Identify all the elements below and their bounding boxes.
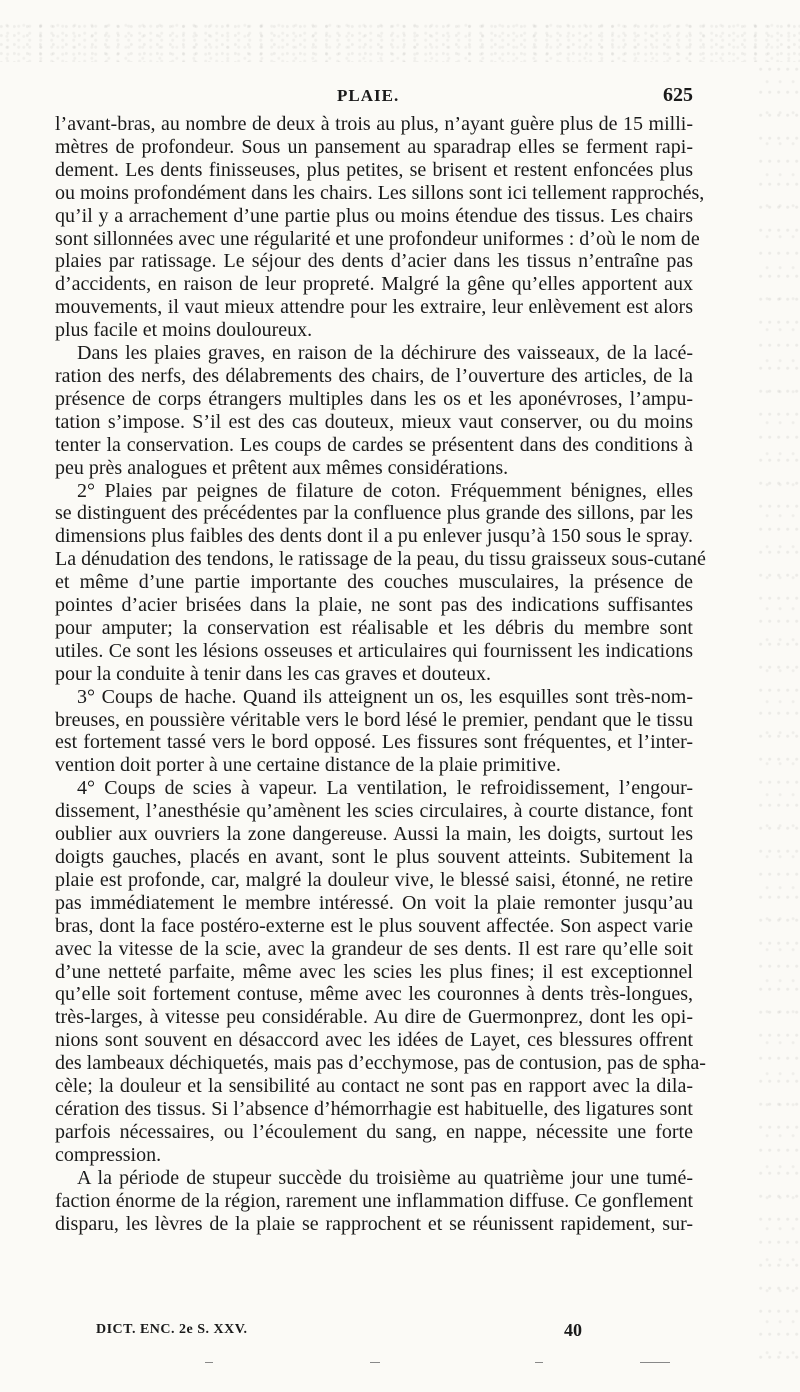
text-line: sont sillonnées avec une régularité et une profondeur uniformes : d’où le nom de bbox=[55, 227, 700, 250]
text-line: A la période de stupeur succède du troisième au quatrième jour une tumé- bbox=[77, 1166, 693, 1189]
scan-edge-right bbox=[758, 60, 800, 1360]
text-line: peu près analogues et prêtent aux mêmes considérations. bbox=[55, 456, 509, 479]
text-line: très-larges, à vitesse peu considérable. Au dire de Guermonprez, dont les opi- bbox=[55, 1006, 693, 1029]
text-line: 2° Plaies par peignes de filature de coton. Fréquemment bénignes, elles bbox=[77, 479, 693, 502]
text-line: plaies par ratissage. Le séjour des dents d’acier dans les tissus n’entraîne pas bbox=[55, 250, 693, 273]
scan-mark bbox=[535, 1362, 543, 1363]
text-line: ou moins profondément dans les chairs. Les sillons sont ici tellement rapprochés, bbox=[55, 181, 705, 204]
text-line: dissement, l’anesthésie qu’amènent les scies circulaires, à courte distance, font bbox=[55, 800, 693, 823]
text-line: dement. Les dents finisseuses, plus petites, se brisent et restent enfoncées plus bbox=[55, 158, 693, 181]
sheet-number: 40 bbox=[564, 1320, 582, 1340]
text-line: 3° Coups de hache. Quand ils atteignent un os, les esquilles sont très-nom- bbox=[77, 685, 693, 708]
text-line: nions sont souvent en désaccord avec les idées de Layet, ces blessures offrent bbox=[55, 1029, 693, 1052]
text-line: pour la conduite à tenir dans les cas graves et douteux. bbox=[55, 662, 491, 685]
page-header bbox=[55, 82, 695, 112]
text-line: dimensions plus faibles des dents dont il a pu enlever jusqu’à 150 sous le spray. bbox=[55, 525, 693, 548]
text-line: et même d’une partie importante des couches musculaires, la présence de bbox=[55, 571, 693, 594]
text-line: des lambeaux déchiquetés, mais pas d’ecchymose, pas de contusion, pas de spha- bbox=[55, 1052, 706, 1075]
text-line: avec la vitesse de la scie, avec la grandeur de ses dents. Il est rare qu’elle soit bbox=[55, 937, 693, 960]
text-line: oublier aux ouvriers la zone dangereuse. Aussi la main, les doigts, surtout les bbox=[55, 823, 693, 846]
text-line: plus facile et moins douloureux. bbox=[55, 319, 313, 342]
text-line: pas immédiatement le membre intéressé. On voit la plaie remonter jusqu’au bbox=[55, 891, 693, 914]
scan-mark bbox=[640, 1362, 670, 1363]
page-footer bbox=[96, 1322, 626, 1344]
text-line: faction énorme de la région, rarement une inflammation diffuse. Ce gonflement bbox=[55, 1189, 693, 1212]
text-line: cération des tissus. Si l’absence d’hémorrhagie est habituelle, des ligatures sont bbox=[55, 1097, 693, 1120]
text-line: d’accidents, en raison de leur propreté. Malgré la gêne qu’elles apportent aux bbox=[55, 273, 693, 296]
text-line: disparu, les lèvres de la plaie se rapprochent et se réunissent rapidement, sur- bbox=[55, 1212, 693, 1235]
text-line: est fortement tassé vers le bord opposé. Les fissures sont fréquentes, et l’inter- bbox=[55, 731, 693, 754]
text-line: cèle; la douleur et la sensibilité au contact ne sont pas en rapport avec la dila- bbox=[55, 1075, 693, 1098]
text-line: compression. bbox=[55, 1143, 162, 1166]
text-line: 4° Coups de scies à vapeur. La ventilation, le refroidissement, l’engour- bbox=[77, 777, 693, 800]
text-line: mouvements, il vaut mieux attendre pour les extraire, leur enlèvement est alors bbox=[55, 296, 693, 319]
text-line: breuses, en poussière véritable vers le bord lésé le premier, pendant que le tissu bbox=[55, 708, 693, 731]
scan-noise-top bbox=[0, 22, 800, 62]
text-line: plaie est profonde, car, malgré la douleur vive, le blessé saisi, étonné, ne retire bbox=[55, 868, 693, 891]
text-line: pour amputer; la conservation est réalisable et les débris du membre sont bbox=[55, 616, 693, 639]
scan-mark bbox=[205, 1362, 213, 1363]
body-text bbox=[55, 113, 706, 1235]
text-line: tenter la conservation. Les coups de cardes se présentent dans des conditions à bbox=[55, 433, 693, 456]
text-line: utiles. Ce sont les lésions osseuses et articulaires qui fournissent les indications bbox=[55, 639, 693, 662]
text-line: qu’il y a arrachement d’une partie plus ou moins étendue des tissus. Les chairs bbox=[55, 204, 693, 227]
text-line: pointes d’acier brisées dans la plaie, ne sont pas des indications suffisantes bbox=[55, 594, 693, 617]
text-line: qu’elle soit fortement contuse, même avec les couronnes à dents très-longues, bbox=[55, 983, 693, 1006]
text-line: La dénudation des tendons, le ratissage de la peau, du tissu graisseux sous-cutané bbox=[55, 548, 706, 571]
signature-mark: DICT. ENC. 2e S. XXV. bbox=[96, 1322, 248, 1337]
page-number: 625 bbox=[663, 84, 693, 106]
text-line: tation s’impose. S’il est des cas douteux, mieux vaut conserver, ou du moins bbox=[55, 410, 693, 433]
scan-mark bbox=[370, 1362, 380, 1363]
text-line: vention doit porter à une certaine distance de la plaie primitive. bbox=[55, 754, 561, 777]
text-line: doigts gauches, placés en avant, sont le plus souvent atteints. Subitement la bbox=[55, 846, 693, 868]
text-line: mètres de profondeur. Sous un pansement au sparadrap elles se ferment rapi- bbox=[55, 135, 693, 158]
text-line: bras, dont la face postéro-externe est le plus souvent affectée. Son aspect varie bbox=[55, 914, 693, 937]
text-line: se distinguent des précédentes par la confluence plus grande des sillons, par les bbox=[55, 502, 693, 525]
text-line: Dans les plaies graves, en raison de la déchirure des vaisseaux, de la lacé- bbox=[77, 342, 693, 365]
text-line: l’avant-bras, au nombre de deux à trois au plus, n’ayant guère plus de 15 milli- bbox=[55, 113, 693, 135]
text-line: ration des nerfs, des délabrements des chairs, de l’ouverture des articles, de la bbox=[55, 364, 693, 387]
text-line: présence de corps étrangers multiples dans les os et les aponévroses, l’ampu- bbox=[55, 387, 693, 410]
text-line: d’une netteté parfaite, même avec les scies les plus fines; il est exceptionnel bbox=[55, 960, 693, 983]
running-title: PLAIE. bbox=[337, 86, 400, 105]
text-line: parfois nécessaires, ou l’écoulement du sang, en nappe, nécessite une forte bbox=[55, 1120, 693, 1143]
